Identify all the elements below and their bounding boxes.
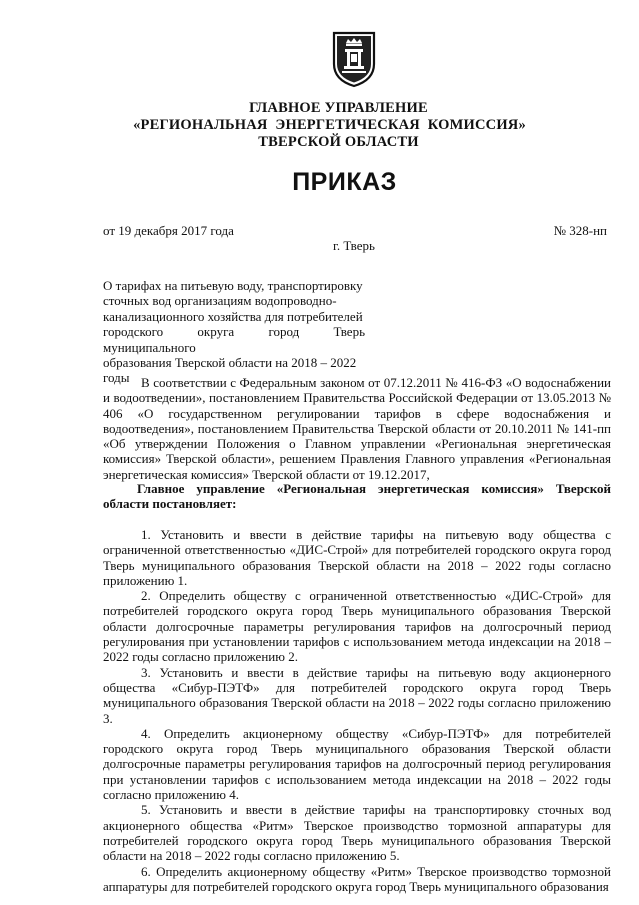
document-city: г. Тверь — [333, 238, 375, 253]
document-date: от 19 декабря 2017 года — [103, 223, 234, 238]
order-item: 5. Установить и ввести в действие тарифы на транспортировку сточных вод акционерного общества «Ритм» Тверское производство тормозной аппаратуры для потребителей городского округа город Тверь муниципального образования Тверской области на 2018 – 2022 годы согласно приложению 5. — [103, 802, 611, 864]
order-item: 4. Определить акционерному обществу «Сибур-ПЭТФ» для потребителей городского округа город Тверь муниципального образования Тверской области долгосрочные параметры регулирования тарифов на долгосрочный период регулирования при установлении тарифов с использованием метода индексации на 2018 – 2022 годы согласно приложению 4. — [103, 725, 611, 803]
subject-line: городского округа город Тверь муниципального — [103, 324, 365, 355]
order-items — [103, 527, 611, 894]
header-line-3: ТВЕРСКОЙ ОБЛАСТИ — [258, 134, 419, 150]
tver-coat-of-arms-icon — [331, 30, 377, 88]
order-item: 1. Установить и ввести в действие тарифы на питьевую воду общества с ограниченной ответственностью «ДИС-Строй» для потребителей городского округа город Тверь муниципального образования Тверской области на 2018 – 2022 годы согласно приложению 1. — [103, 527, 611, 588]
order-item: 3. Установить и ввести в действие тарифы на питьевую воду акционерного общества «Сибур-ПЭТФ» для потребителей городского округа город Тверь муниципального образования Тверской области на 2018 – 2022 годы согласно приложению 3. — [103, 664, 611, 726]
preamble-paragraph: В соответствии с Федеральным законом от 07.12.2011 № 416-ФЗ «О водоснабжении и водоотведении», постановлением Правительства Российской Федерации от 13.05.2013 № 406 «О государственном регулировании тарифов в сфере водоснабжения и водоотведения», постановлением Правительства Тверской области от 20.10.2011 № 141-пп «Об утверждении Положения о Главном управлении «Региональная энергетическая комиссия» Тверской области», решением Правления Главного управления «Региональная энергетическая комиссия» Тверской области от 19.12.2017, — [103, 375, 611, 482]
document-number: № 328-нп — [553, 223, 607, 238]
subject-line: канализационного хозяйства для потребителей — [103, 308, 363, 324]
order-item: 6. Определить акционерному обществу «Ритм» Тверское производство тормозной аппаратуры для потребителей городского округа город Тверь муниципального образования — [103, 863, 611, 894]
decides-paragraph: Главное управление «Региональная энергетическая комиссия» Тверской области постановляет: — [103, 481, 611, 512]
document-subject — [103, 278, 365, 386]
subject-line: сточных вод организациям водопроводно- — [103, 293, 337, 309]
subject-line: образования Тверской области на 2018 – 2022 — [103, 355, 357, 371]
header-line-2: «РЕГИОНАЛЬНАЯ ЭНЕРГЕТИЧЕСКАЯ КОМИССИЯ» — [133, 117, 526, 133]
subject-line: годы — [103, 370, 130, 386]
document-title: ПРИКАЗ — [292, 168, 397, 196]
subject-line: О тарифах на питьевую воду, транспортировку — [103, 278, 363, 293]
header-line-1: ГЛАВНОЕ УПРАВЛЕНИЕ — [249, 100, 428, 116]
order-item: 2. Определить обществу с ограниченной ответственностью «ДИС-Строй» для потребителей городского округа город Тверь муниципального образования Тверской области долгосрочные параметры регулирования тарифов на долгосрочный период регулирования при установлении тарифов с использованием метода индексации на 2018 – 2022 годы согласно приложению 2. — [103, 588, 611, 665]
